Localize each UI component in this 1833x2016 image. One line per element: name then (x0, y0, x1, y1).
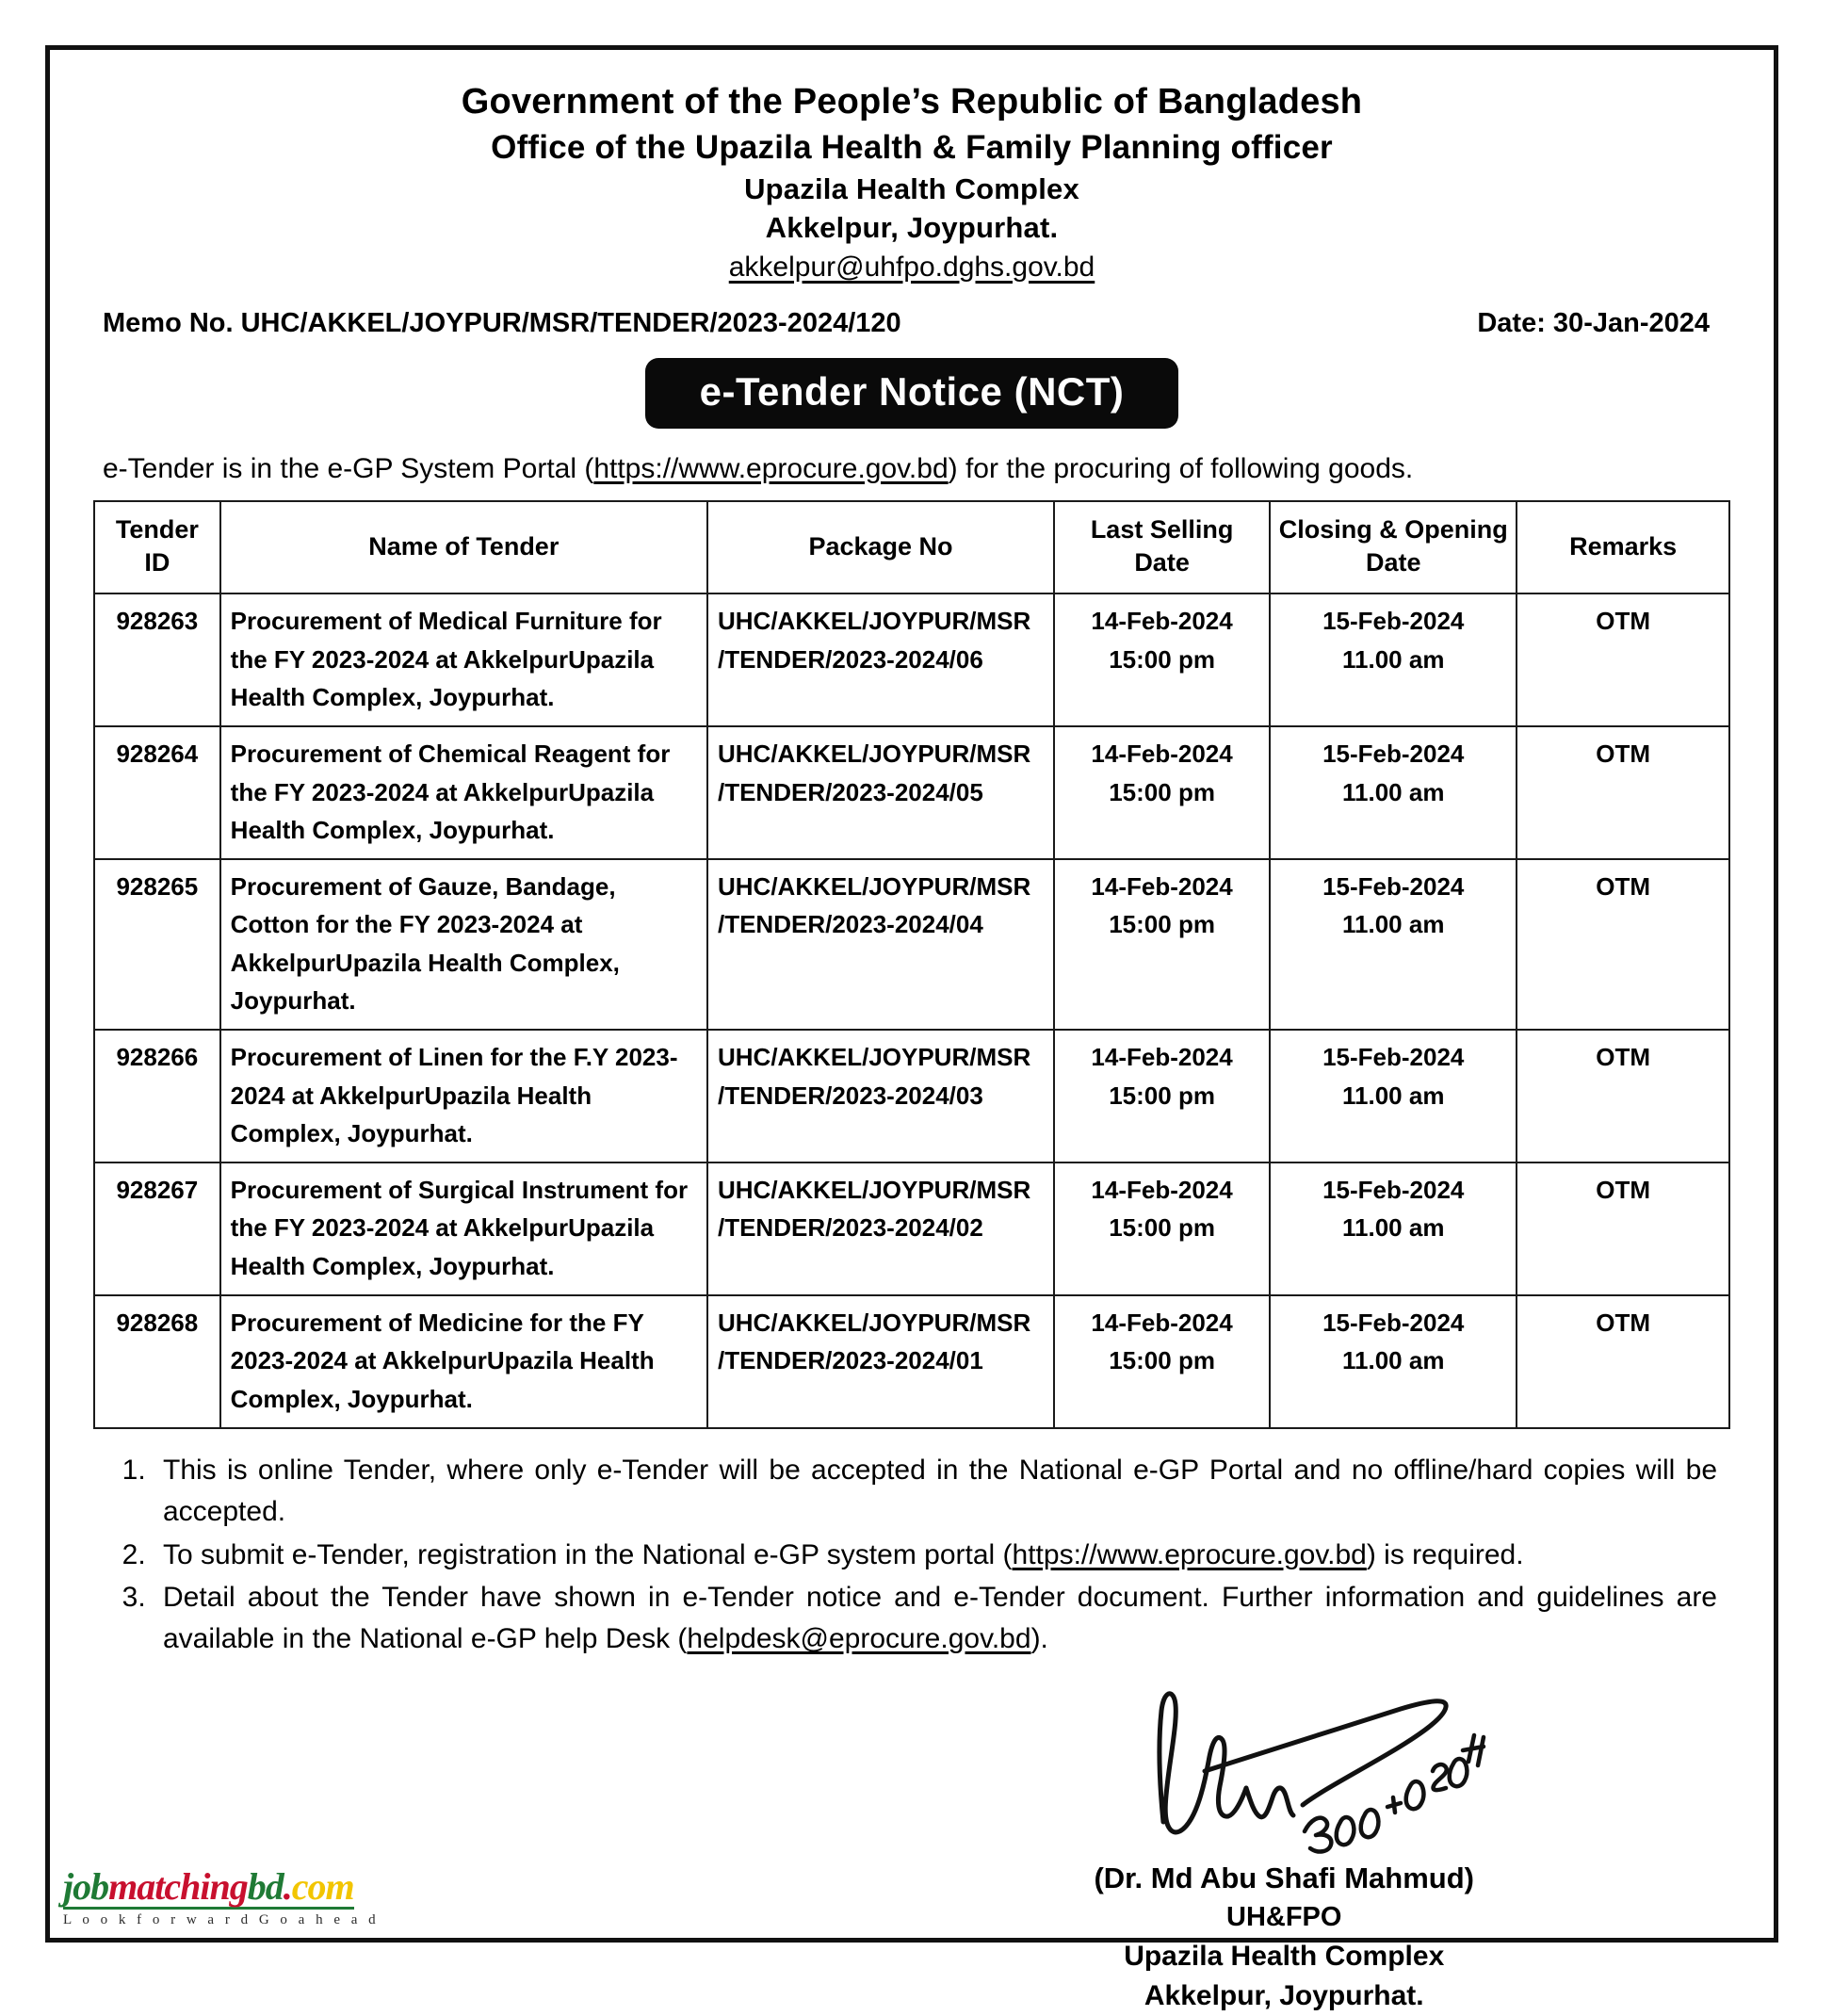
package-line-2: /TENDER/2023-2024/02 (717, 1213, 983, 1243)
cell-remarks: OTM (1517, 1162, 1729, 1295)
handwritten-signature-icon (1118, 1681, 1495, 1860)
cell-package-no (707, 859, 1054, 1030)
cell-closing-opening (1270, 726, 1517, 859)
package-line-1: UHC/AKKEL/JOYPUR/MSR (717, 1309, 1031, 1338)
tender-table (93, 500, 1730, 1429)
cell-tender-id: 928263 (94, 593, 220, 726)
table-row (94, 726, 1729, 859)
table-row (94, 859, 1729, 1030)
cell-closing-opening (1270, 1162, 1517, 1295)
column-header-package-no: Package No (707, 501, 1054, 593)
selling-date: 14-Feb-2024 (1091, 607, 1233, 636)
closing-time: 11.00 am (1342, 1346, 1445, 1375)
letterhead-line-government: Government of the People’s Republic of Bangladesh (461, 82, 1363, 122)
column-header-remarks: Remarks (1517, 501, 1729, 593)
cell-tender-name: Procurement of Surgical Instrument for the FY 2023-2024 at AkkelpurUpazila Health Complex, Joypurhat. (220, 1162, 707, 1295)
eprocure-portal-link[interactable]: https://www.eprocure.gov.bd (593, 452, 949, 484)
helpdesk-email-link[interactable]: helpdesk@eprocure.gov.bd (687, 1623, 1031, 1655)
intro-text-after: ) for the procuring of following goods. (948, 452, 1414, 484)
note-item-3 (154, 1577, 1717, 1660)
cell-tender-id: 928267 (94, 1162, 220, 1295)
package-line-2: /TENDER/2023-2024/03 (717, 1081, 983, 1110)
letterhead-email-link[interactable]: akkelpur@uhfpo.dghs.gov.bd (728, 251, 1095, 283)
cell-last-selling (1054, 593, 1270, 726)
logo-part-com: com (291, 1865, 354, 1908)
table-row (94, 1295, 1729, 1428)
cell-last-selling (1054, 1295, 1270, 1428)
selling-time: 15:00 pm (1109, 777, 1215, 806)
closing-time: 11.00 am (1342, 777, 1445, 806)
cell-last-selling (1054, 1162, 1270, 1295)
closing-date: 15-Feb-2024 (1322, 740, 1465, 769)
closing-date: 15-Feb-2024 (1322, 1176, 1465, 1205)
letterhead-line-office: Office of the Upazila Health & Family Planning officer (491, 128, 1333, 166)
closing-date: 15-Feb-2024 (1322, 1309, 1465, 1338)
letterhead-line-location: Akkelpur, Joypurhat. (765, 211, 1059, 245)
signatory-place: Akkelpur, Joypurhat. (1144, 1979, 1424, 2011)
closing-time: 11.00 am (1342, 1081, 1445, 1110)
note-3-text-after: ). (1030, 1623, 1048, 1655)
selling-time: 15:00 pm (1109, 1081, 1215, 1110)
cell-remarks: OTM (1517, 859, 1729, 1030)
memo-row (93, 308, 1730, 339)
logo-part-bd: bd (247, 1865, 284, 1908)
closing-date: 15-Feb-2024 (1322, 1043, 1465, 1072)
memo-date: Date: 30-Jan-2024 (1477, 307, 1710, 338)
package-line-2: /TENDER/2023-2024/04 (717, 910, 983, 939)
selling-time: 15:00 pm (1109, 1346, 1215, 1375)
note-item-1 (154, 1450, 1717, 1533)
closing-time: 11.00 am (1342, 1213, 1445, 1243)
cell-last-selling (1054, 1030, 1270, 1162)
package-line-2: /TENDER/2023-2024/01 (717, 1346, 983, 1375)
cell-package-no (707, 1162, 1054, 1295)
selling-date: 14-Feb-2024 (1091, 1176, 1233, 1205)
cell-last-selling (1054, 726, 1270, 859)
cell-remarks: OTM (1517, 593, 1729, 726)
closing-time: 11.00 am (1342, 644, 1445, 674)
package-line-1: UHC/AKKEL/JOYPUR/MSR (717, 607, 1031, 636)
site-watermark-logo[interactable] (63, 1865, 380, 1928)
eprocure-portal-link-2[interactable]: https://www.eprocure.gov.bd (1012, 1538, 1367, 1570)
logo-part-job: job (63, 1865, 109, 1908)
cell-closing-opening (1270, 1030, 1517, 1162)
note-2-text-after: ) is required. (1366, 1538, 1524, 1570)
cell-package-no (707, 1295, 1054, 1428)
cell-tender-id: 928266 (94, 1030, 220, 1162)
selling-date: 14-Feb-2024 (1091, 1043, 1233, 1072)
memo-number: Memo No. UHC/AKKEL/JOYPUR/MSR/TENDER/2023-2024/120 (103, 307, 901, 338)
note-2-text-before: To submit e-Tender, registration in the National e-GP system portal ( (163, 1538, 1013, 1570)
document-body (50, 50, 1774, 2011)
document-page-frame (45, 45, 1778, 2011)
selling-time: 15:00 pm (1109, 1213, 1215, 1243)
note-1-text: This is online Tender, where only e-Tender will be accepted in the National e-GP Portal and no offline/hard copies will be accepted. (163, 1454, 1717, 1527)
closing-date: 15-Feb-2024 (1322, 607, 1465, 636)
package-line-2: /TENDER/2023-2024/06 (717, 644, 983, 674)
signatory-role: UH&FPO (1226, 1902, 1342, 1933)
cell-tender-name: Procurement of Chemical Reagent for the FY 2023-2024 at AkkelpurUpazila Health Complex, Joypurhat. (220, 726, 707, 859)
selling-time: 15:00 pm (1109, 910, 1215, 939)
signature-area (93, 1684, 1730, 2011)
notice-title-banner: e-Tender Notice (NCT) (645, 358, 1179, 429)
package-line-2: /TENDER/2023-2024/05 (717, 777, 983, 806)
cell-package-no (707, 593, 1054, 726)
logo-part-matching: matching (108, 1865, 248, 1908)
cell-tender-id: 928264 (94, 726, 220, 859)
cell-tender-name: Procurement of Medical Furniture for the FY 2023-2024 at AkkelpurUpazila Health Complex, Joypurhat. (220, 593, 707, 726)
closing-date: 15-Feb-2024 (1322, 872, 1465, 902)
cell-tender-name: Procurement of Linen for the F.Y 2023-2024 at AkkelpurUpazila Health Complex, Joypurhat. (220, 1030, 707, 1162)
intro-paragraph (93, 449, 1730, 490)
cell-package-no (707, 1030, 1054, 1162)
cell-closing-opening (1270, 593, 1517, 726)
cell-package-no (707, 726, 1054, 859)
cell-tender-name: Procurement of Gauze, Bandage, Cotton for the FY 2023-2024 at AkkelpurUpazila Health Complex, Joypurhat. (220, 859, 707, 1030)
cell-tender-id: 928265 (94, 859, 220, 1030)
column-header-tender-id: Tender ID (94, 501, 220, 593)
selling-date: 14-Feb-2024 (1091, 740, 1233, 769)
logo-tagline: L o o k f o r w a r d G o a h e a d (63, 1912, 380, 1927)
table-row (94, 593, 1729, 726)
table-header-row (94, 501, 1729, 593)
closing-time: 11.00 am (1342, 910, 1445, 939)
notice-banner-wrap (93, 358, 1730, 429)
cell-tender-name: Procurement of Medicine for the FY 2023-2024 at AkkelpurUpazila Health Complex, Joypurhat. (220, 1295, 707, 1428)
intro-text-before: e-Tender is in the e-GP System Portal ( (103, 452, 594, 484)
package-line-1: UHC/AKKEL/JOYPUR/MSR (717, 872, 1031, 902)
package-line-1: UHC/AKKEL/JOYPUR/MSR (717, 740, 1031, 769)
cell-remarks: OTM (1517, 726, 1729, 859)
selling-date: 14-Feb-2024 (1091, 1309, 1233, 1338)
signature-block (1094, 1858, 1474, 2016)
table-row (94, 1030, 1729, 1162)
logo-part-dot: . (283, 1865, 292, 1908)
signatory-name: (Dr. Md Abu Shafi Mahmud) (1094, 1861, 1474, 1894)
selling-date: 14-Feb-2024 (1091, 872, 1233, 902)
column-header-name-of-tender: Name of Tender (220, 501, 707, 593)
cell-tender-id: 928268 (94, 1295, 220, 1428)
letterhead (93, 78, 1730, 284)
package-line-1: UHC/AKKEL/JOYPUR/MSR (717, 1043, 1031, 1072)
cell-remarks: OTM (1517, 1295, 1729, 1428)
table-row (94, 1162, 1729, 1295)
logo-wordmark (63, 1865, 354, 1910)
note-3-text-before: Detail about the Tender have shown in e-Tender notice and e-Tender document. Further information and guidelines are available in the National e-GP help Desk ( (163, 1582, 1717, 1655)
selling-time: 15:00 pm (1109, 644, 1215, 674)
cell-last-selling (1054, 859, 1270, 1030)
letterhead-line-complex: Upazila Health Complex (744, 172, 1079, 206)
note-item-2 (154, 1535, 1717, 1576)
package-line-1: UHC/AKKEL/JOYPUR/MSR (717, 1176, 1031, 1205)
cell-closing-opening (1270, 1295, 1517, 1428)
signatory-org: Upazila Health Complex (1124, 1940, 1445, 1972)
column-header-last-selling-date: Last Selling Date (1054, 501, 1270, 593)
cell-remarks: OTM (1517, 1030, 1729, 1162)
column-header-closing-opening-date: Closing & Opening Date (1270, 501, 1517, 593)
notes-list (93, 1450, 1730, 1660)
cell-closing-opening (1270, 859, 1517, 1030)
